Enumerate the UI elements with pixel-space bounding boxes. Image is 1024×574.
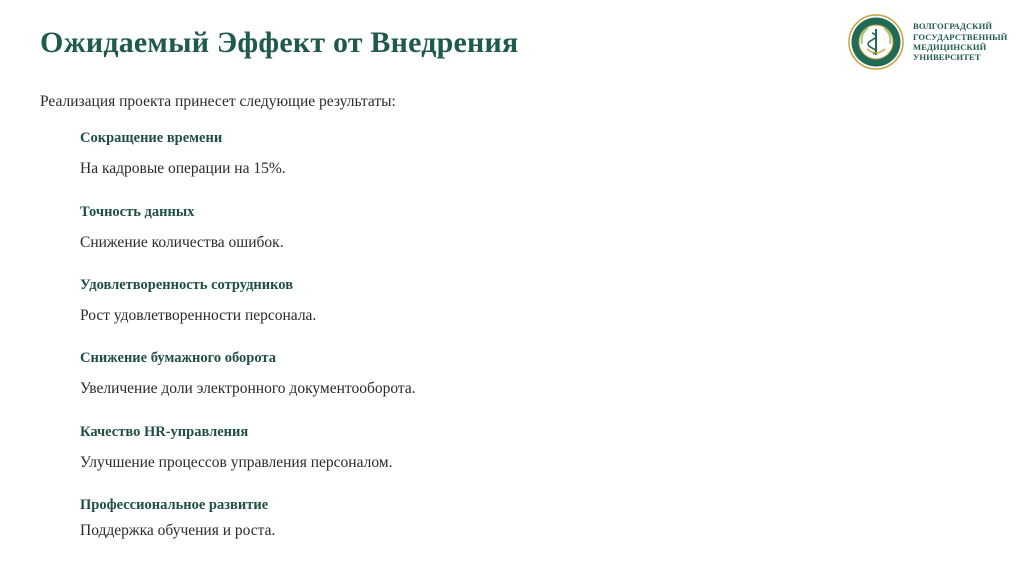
result-heading: Сокращение времени [80,130,223,146]
university-logo [848,14,1007,70]
result-heading: Качество HR-управления [80,424,249,440]
result-item [80,277,780,325]
university-name-line: МЕДИЦИНСКИЙ [913,42,987,52]
result-item [80,204,780,252]
university-name-line: ВОЛГОГРАДСКИЙ [913,21,993,32]
intro-text: Реализация проекта принесет следующие результаты: [40,93,396,110]
university-name-line: ГОСУДАРСТВЕННЫЙ [913,31,1008,42]
result-description: Рост удовлетворенности персонала. [80,307,317,324]
result-heading: Снижение бумажного оборота [80,350,276,366]
result-item [80,130,780,178]
page-title: Ожидаемый Эффект от Внедрения [40,26,519,59]
result-item [80,497,780,540]
university-name [913,21,1007,63]
result-description: Снижение количества ошибок. [80,234,284,251]
result-item [80,424,780,472]
result-heading: Точность данных [80,204,195,220]
university-name-line: УНИВЕРСИТЕТ [913,52,981,63]
result-item [80,350,780,398]
result-heading: Удовлетворенность сотрудников [80,277,294,293]
result-heading: Профессиональное развитие [80,497,269,513]
university-emblem-icon [848,14,904,70]
result-description: Поддержка обучения и роста. [80,522,276,539]
result-description: Увеличение доли электронного документооборота. [80,380,416,397]
result-description: Улучшение процессов управления персоналом. [80,454,393,471]
result-description: На кадровые операции на 15%. [80,160,286,177]
